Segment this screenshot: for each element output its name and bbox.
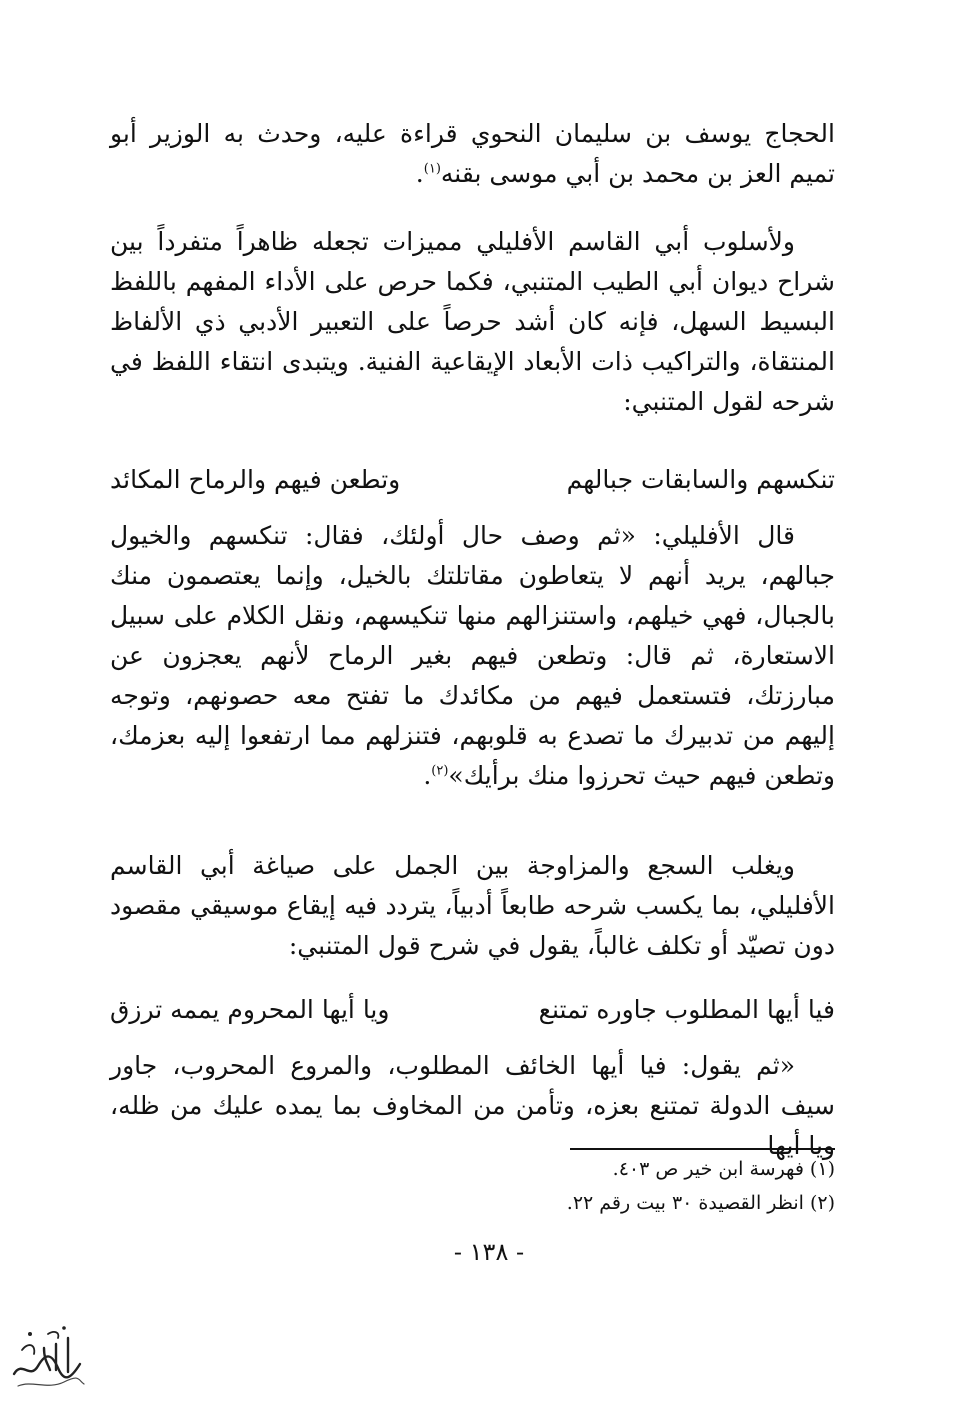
verse-2 <box>110 990 835 1030</box>
verse-1-second-hemistich: وتطعن فيهم والرماح المكائد <box>110 465 401 494</box>
paragraph-1 <box>110 114 835 194</box>
verse-1-first-hemistich: تنكسهم والسابقات جبالهم <box>566 465 835 494</box>
verse-1 <box>110 460 835 500</box>
paragraph-2-text: ولأسلوب أبي القاسم الأفليلي مميزات تجعله ظاهراً متفرداً بين شراح ديوان أبي الطيب المتنبي، فكما حرص على الأداء المفهم باللفظ البسيط السهل، فإنه كان أشد حرصاً على التعبير الأدبي ذي الألفاظ المنتقاة، والتراكيب ذات الأبعاد الإيقاعية الفنية. ويتبدى انتقاء اللفظ في شرحه لقول المتنبي: <box>110 227 835 416</box>
paragraph-4-text: ويغلب السجع والمزاوجة بين الجمل على صياغة أبي القاسم الأفليلي، بما يكسب شرحه طابعاً أدبياً، يتردد فيه إيقاع موسيقي مقصود دون تصيّد أو تكلف غالباً، يقول في شرح قول المتنبي: <box>110 851 835 960</box>
verse-2-second-hemistich: ويا أيها المحروم يممه ترزق <box>110 995 390 1024</box>
footnote-divider <box>570 1148 835 1150</box>
paragraph-1-text: الحجاج يوسف بن سليمان النحوي قراءة عليه، وحدث به الوزير أبو تميم العز بن محمد بن أبي موسى بقنه <box>110 119 835 188</box>
paragraph-4 <box>110 846 835 966</box>
calligraphic-stamp-icon <box>8 1320 88 1400</box>
paragraph-1-tail: . <box>415 159 424 188</box>
paragraph-3-text: قال الأفليلي: «ثم وصف حال أولئك، فقال: تنكسهم والخيول جبالهم، يريد أنهم لا يتعاطون مقاتلتك بالخيل، وإنما يعتصمون منك بالجبال، فهي خيلهم، واستنزالهم منها تنكيسهم، ونقل الكلام على سبيل الاستعارة، ثم قال: وتطعن فيهم بغير الرماح لأنهم يعجزون عن مبارزتك، فتستعمل فيهم من مكائدك ما تفتح معه حصونهم، وتوجه إليهم من تدبيرك ما تصدع به قلوبهم، فتنزلهم مما ارتفعوا إليه بعزمك، وتطعن فيهم حيث تحرزوا منك برأيك» <box>110 521 835 790</box>
verse-2-first-hemistich: فيا أيها المطلوب جاوره تمتنع <box>538 995 835 1024</box>
footnote-ref-1: (١) <box>423 161 441 177</box>
paragraph-2 <box>110 222 835 422</box>
footnote-ref-2: (٢) <box>431 763 449 779</box>
footnote-2: (٢) انظر القصيدة ٣٠ بيت رقم ٢٢. <box>566 1192 835 1214</box>
paragraph-3 <box>110 516 835 796</box>
footnotes <box>400 1152 835 1220</box>
page-number: - ١٣٨ - <box>453 1238 525 1266</box>
footnote-1: (١) فهرسة ابن خير ص ٤٠٣. <box>612 1158 835 1180</box>
paragraph-5-text: «ثم يقول: فيا أيها الخائف المطلوب، والمروع المحروب، جاور سيف الدولة تمتنع بعزه، وتأمن من المخاوف بما يمده عليك من ظله، ويا أيها <box>110 1051 835 1160</box>
paragraph-3-tail: . <box>423 761 432 790</box>
